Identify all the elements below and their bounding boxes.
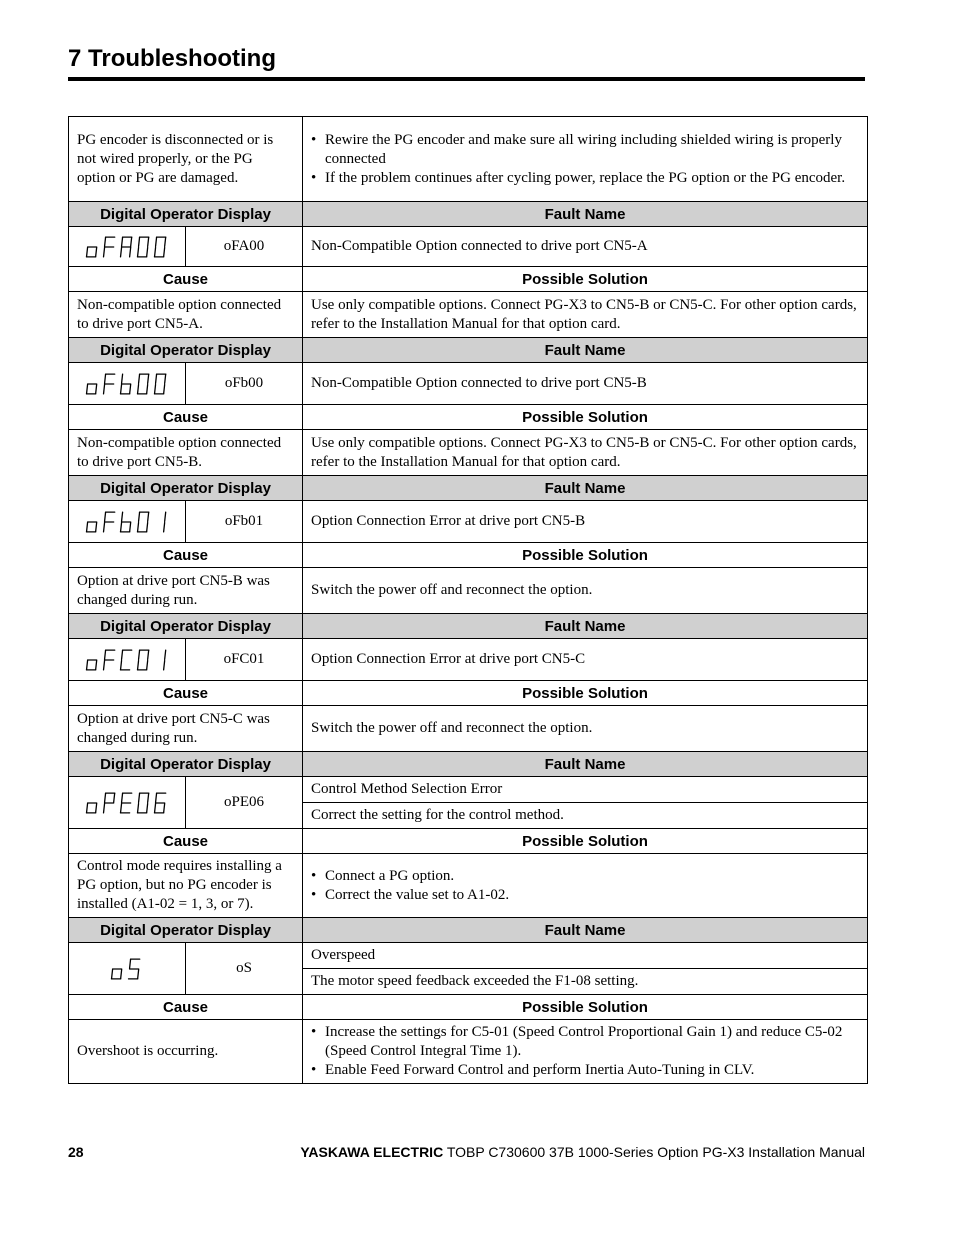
solution-text: Use only compatible options. Connect PG-X3 to CN5-B or CN5-C. For other option cards, refer to the Installation Manual for that option card. — [311, 434, 857, 470]
segment-stroke — [164, 374, 165, 383]
fault-name-header: Fault Name — [303, 202, 868, 227]
intro-cause: PG encoder is disconnected or is not wired properly, or the PG option or PG are damaged. — [69, 117, 303, 202]
segment-stroke — [154, 803, 155, 812]
segment-stroke — [146, 384, 147, 393]
solution-item: • Connect a PG option. — [311, 867, 859, 886]
segment-digit — [120, 237, 131, 257]
cause-header: Cause — [69, 543, 303, 568]
segment-digit — [120, 512, 130, 532]
cause-header: Cause — [69, 829, 303, 854]
segment-stroke — [138, 969, 139, 978]
fault-code: oFb00 — [186, 363, 303, 405]
fault-display-row — [69, 777, 868, 803]
segment-stroke — [147, 237, 148, 246]
segment-stroke — [137, 522, 138, 531]
solution-header: Possible Solution — [303, 405, 868, 430]
intro-solution-list — [311, 131, 859, 188]
solution-header: Possible Solution — [303, 267, 868, 292]
segment-stroke — [86, 660, 87, 669]
cause-header-row — [69, 681, 868, 706]
segment-stroke — [147, 374, 148, 383]
fault-name: Non-Compatible Option connected to drive port CN5-B — [303, 363, 868, 405]
segment-stroke — [120, 247, 121, 256]
fault-solution-cell — [303, 854, 868, 918]
page-title: 7 Troubleshooting — [68, 45, 276, 72]
segment-stroke — [103, 803, 104, 812]
segment-digit — [86, 247, 96, 257]
segment-stroke — [164, 650, 165, 659]
segment-digit — [137, 237, 148, 257]
fault-code: oFA00 — [186, 227, 303, 267]
segment-stroke — [137, 660, 138, 669]
fault-name: Non-Compatible Option connected to drive port CN5-A — [303, 227, 868, 267]
segment-stroke — [138, 512, 139, 521]
fault-header-row — [69, 202, 868, 227]
segment-digit — [103, 650, 114, 670]
fault-name-header: Fault Name — [303, 614, 868, 639]
segment-stroke — [104, 512, 105, 521]
fault-header-row — [69, 338, 868, 363]
segment-stroke — [137, 803, 138, 812]
solution-header: Possible Solution — [303, 681, 868, 706]
cause-row — [69, 1020, 868, 1084]
segment-display-cell — [69, 943, 186, 995]
seven-segment-glyphs — [85, 372, 170, 396]
segment-stroke — [130, 237, 131, 246]
fault-code: oFb01 — [186, 501, 303, 543]
solution-text: Switch the power off and reconnect the option. — [311, 720, 593, 736]
segment-stroke — [137, 384, 138, 393]
seven-segment-display — [85, 375, 170, 391]
seven-segment-display — [85, 513, 170, 529]
segment-stroke — [95, 384, 96, 393]
segment-digit — [120, 374, 130, 394]
segment-stroke — [129, 247, 130, 256]
seven-segment-glyphs — [110, 957, 144, 981]
segment-stroke — [163, 660, 164, 669]
solution-header: Possible Solution — [303, 543, 868, 568]
segment-stroke — [104, 793, 105, 802]
seven-segment-glyphs — [85, 235, 170, 259]
fault-display-row — [69, 363, 868, 405]
footer-doc-title — [300, 1143, 865, 1161]
cause-header-row — [69, 267, 868, 292]
segment-stroke — [121, 512, 122, 521]
segment-stroke — [163, 247, 164, 256]
segment-stroke — [163, 522, 164, 531]
segment-stroke — [95, 247, 96, 256]
seven-segment-display — [85, 794, 170, 810]
segment-stroke — [86, 247, 87, 256]
fault-header-row — [69, 918, 868, 943]
cause-header: Cause — [69, 681, 303, 706]
segment-display-cell — [69, 227, 186, 267]
segment-stroke — [146, 660, 147, 669]
segment-stroke — [95, 660, 96, 669]
segment-stroke — [147, 650, 148, 659]
segment-digit — [103, 512, 114, 532]
fault-name-header: Fault Name — [303, 338, 868, 363]
fault-cause: Control mode requires installing a PG option, but no PG encoder is installed (A1-02 = 1, 3, or 7). — [69, 854, 303, 918]
segment-digit — [137, 650, 148, 670]
segment-stroke — [120, 384, 121, 393]
display-header: Digital Operator Display — [69, 918, 303, 943]
seven-segment-glyphs — [85, 510, 170, 534]
segment-stroke — [104, 374, 105, 383]
fault-name-header: Fault Name — [303, 918, 868, 943]
fault-solution-cell — [303, 292, 868, 338]
segment-stroke — [154, 384, 155, 393]
fault-detail: The motor speed feedback exceeded the F1-08 setting. — [303, 969, 868, 995]
fault-display-row — [69, 227, 868, 267]
fault-name: Control Method Selection Error — [303, 777, 868, 803]
segment-digit — [154, 237, 165, 257]
segment-digit — [103, 793, 114, 813]
fault-name-header: Fault Name — [303, 476, 868, 501]
segment-stroke — [95, 522, 96, 531]
fault-detail: Correct the setting for the control method. — [303, 803, 868, 829]
fault-name: Option Connection Error at drive port CN5-B — [303, 501, 868, 543]
solution-text: Use only compatible options. Connect PG-X3 to CN5-B or CN5-C. For other option cards, refer to the Installation Manual for that option card. — [311, 296, 857, 332]
segment-stroke — [86, 522, 87, 531]
segment-digit — [112, 969, 122, 979]
cause-row — [69, 430, 868, 476]
page-number: 28 — [68, 1144, 84, 1160]
segment-stroke — [146, 247, 147, 256]
segment-stroke — [155, 374, 156, 383]
segment-stroke — [121, 374, 122, 383]
display-header: Digital Operator Display — [69, 752, 303, 777]
display-header: Digital Operator Display — [69, 476, 303, 501]
solution-item: • Enable Feed Forward Control and perform Inertia Auto-Tuning in CLV. — [311, 1061, 859, 1080]
segment-stroke — [129, 384, 130, 393]
seven-segment-glyphs — [85, 791, 170, 815]
fault-solution-cell — [303, 568, 868, 614]
segment-stroke — [103, 522, 104, 531]
cause-header: Cause — [69, 267, 303, 292]
segment-stroke — [120, 803, 121, 812]
fault-cause: Option at drive port CN5-C was changed during run. — [69, 706, 303, 752]
segment-stroke — [130, 959, 131, 968]
segment-digit — [120, 650, 131, 670]
display-header: Digital Operator Display — [69, 202, 303, 227]
fault-code: oFC01 — [186, 639, 303, 681]
fault-header-row — [69, 614, 868, 639]
cause-row — [69, 706, 868, 752]
segment-digit — [129, 959, 140, 979]
seven-segment-display — [110, 960, 144, 976]
cause-row — [69, 292, 868, 338]
header-rule — [68, 77, 865, 81]
intro-solution-cell — [303, 117, 868, 202]
display-header: Digital Operator Display — [69, 614, 303, 639]
solution-item: • Increase the settings for C5-01 (Speed Control Proportional Gain 1) and reduce C5-02 (Speed Control Integral Time 1). — [311, 1023, 859, 1061]
segment-stroke — [164, 512, 165, 521]
segment-display-cell — [69, 363, 186, 405]
segment-stroke — [86, 384, 87, 393]
fault-cause: Overshoot is occurring. — [69, 1020, 303, 1084]
fault-solution-cell — [303, 1020, 868, 1084]
segment-stroke — [104, 650, 105, 659]
segment-stroke — [163, 803, 164, 812]
intro-row — [69, 117, 868, 202]
segment-stroke — [120, 522, 121, 531]
footer-brand: YASKAWA ELECTRIC — [300, 1144, 444, 1160]
fault-solution-cell — [303, 706, 868, 752]
intro-solution-item: • Rewire the PG encoder and make sure all wiring including shielded wiring is properly connected — [311, 131, 859, 169]
fault-display-row — [69, 501, 868, 543]
fault-name: Overspeed — [303, 943, 868, 969]
segment-digit — [137, 512, 148, 532]
segment-display-cell — [69, 501, 186, 543]
segment-stroke — [163, 384, 164, 393]
segment-stroke — [138, 374, 139, 383]
solution-header: Possible Solution — [303, 995, 868, 1020]
cause-header-row — [69, 829, 868, 854]
fault-header-row — [69, 476, 868, 501]
segment-stroke — [121, 237, 122, 246]
segment-stroke — [121, 969, 122, 978]
segment-stroke — [138, 650, 139, 659]
display-header: Digital Operator Display — [69, 338, 303, 363]
segment-digit — [163, 650, 165, 670]
cause-header-row — [69, 543, 868, 568]
segment-stroke — [103, 384, 104, 393]
segment-stroke — [103, 247, 104, 256]
segment-stroke — [147, 793, 148, 802]
cause-header-row — [69, 995, 868, 1020]
fault-display-row — [69, 943, 868, 969]
segment-stroke — [121, 650, 122, 659]
footer-doc-name: TOBP C730600 37B 1000-Series Option PG-X3 Installation Manual — [443, 1144, 865, 1160]
segment-stroke — [138, 237, 139, 246]
solution-list — [311, 867, 859, 905]
fault-cause: Option at drive port CN5-B was changed during run. — [69, 568, 303, 614]
segment-stroke — [120, 660, 121, 669]
segment-digit — [86, 384, 96, 394]
solution-list — [311, 1023, 859, 1080]
segment-display-cell — [69, 777, 186, 829]
segment-digit — [86, 522, 96, 532]
segment-stroke — [147, 512, 148, 521]
fault-table — [68, 116, 868, 1084]
fault-cause: Non-compatible option connected to drive port CN5-B. — [69, 430, 303, 476]
cause-header: Cause — [69, 405, 303, 430]
cause-header: Cause — [69, 995, 303, 1020]
segment-stroke — [129, 522, 130, 531]
fault-solution-cell — [303, 430, 868, 476]
segment-stroke — [103, 660, 104, 669]
solution-item: • Correct the value set to A1-02. — [311, 886, 859, 905]
segment-stroke — [121, 793, 122, 802]
segment-stroke — [86, 803, 87, 812]
segment-digit — [137, 374, 148, 394]
fault-table-body — [69, 117, 868, 1084]
segment-digit — [86, 803, 96, 813]
seven-segment-glyphs — [85, 648, 170, 672]
cause-row — [69, 854, 868, 918]
segment-stroke — [137, 247, 138, 256]
fault-header-row — [69, 752, 868, 777]
segment-digit — [103, 374, 114, 394]
fault-cause: Non-compatible option connected to drive port CN5-A. — [69, 292, 303, 338]
segment-stroke — [164, 237, 165, 246]
segment-digit — [137, 793, 148, 813]
page-header — [68, 44, 865, 81]
segment-stroke — [113, 793, 114, 802]
segment-display-cell — [69, 639, 186, 681]
solution-header: Possible Solution — [303, 829, 868, 854]
segment-stroke — [146, 803, 147, 812]
seven-segment-display — [85, 651, 170, 667]
segment-stroke — [154, 247, 155, 256]
segment-stroke — [95, 803, 96, 812]
segment-stroke — [138, 793, 139, 802]
segment-digit — [120, 793, 131, 813]
fault-display-row — [69, 639, 868, 681]
segment-stroke — [155, 237, 156, 246]
cause-header-row — [69, 405, 868, 430]
segment-stroke — [155, 793, 156, 802]
segment-stroke — [104, 237, 105, 246]
cause-row — [69, 568, 868, 614]
fault-name-header: Fault Name — [303, 752, 868, 777]
segment-digit — [154, 793, 165, 813]
segment-stroke — [112, 969, 113, 978]
fault-code: oPE06 — [186, 777, 303, 829]
segment-stroke — [146, 522, 147, 531]
solution-text: Switch the power off and reconnect the option. — [311, 582, 593, 598]
segment-digit — [86, 660, 96, 670]
fault-name: Option Connection Error at drive port CN5-C — [303, 639, 868, 681]
fault-code: oS — [186, 943, 303, 995]
intro-solution-item: • If the problem continues after cycling power, replace the PG option or the PG encoder. — [311, 169, 859, 188]
segment-digit — [103, 237, 114, 257]
segment-digit — [154, 374, 165, 394]
seven-segment-display — [85, 238, 170, 254]
segment-digit — [163, 512, 165, 532]
